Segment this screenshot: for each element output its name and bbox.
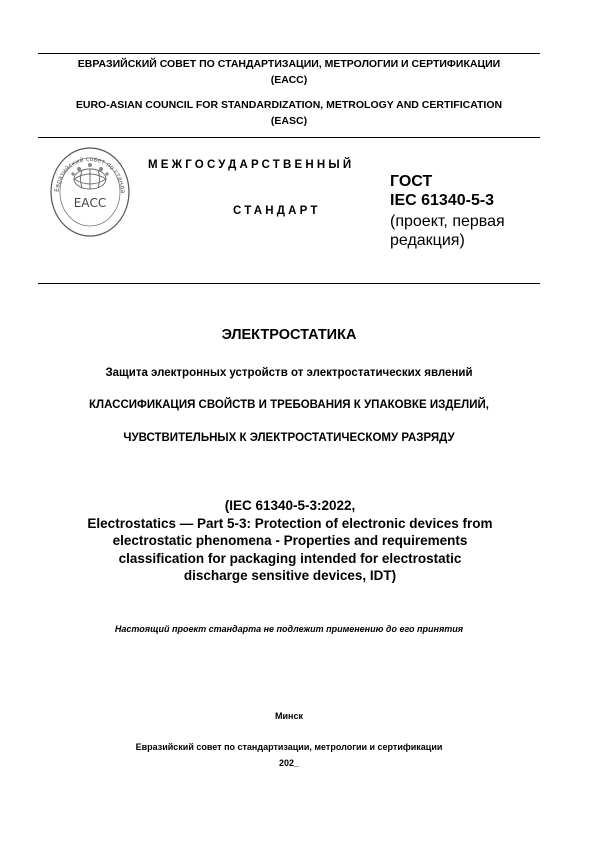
designation-prefix: ГОСТ bbox=[390, 173, 433, 190]
standard-kind-line2: СТАНДАРТ bbox=[233, 205, 321, 217]
draft-note: Настоящий проект стандарта не подлежит применению до его принятия bbox=[114, 624, 464, 634]
header-rule bbox=[38, 137, 540, 138]
seal-ring-caption: Евразийский совет по станда bbox=[53, 155, 127, 194]
classification-line1: КЛАССИФИКАЦИЯ СВОЙСТВ И ТРЕБОВАНИЯ К УПАКОВКЕ ИЗДЕЛИЙ, bbox=[89, 399, 489, 411]
council-name-ru bbox=[38, 56, 540, 88]
iec-reference-line2: Electrostatics — Part 5-3: Protection of electronic devices from bbox=[87, 515, 493, 531]
publication-city: Минск bbox=[275, 711, 303, 721]
iec-reference-line3: electrostatic phenomena - Properties and requirements bbox=[112, 533, 468, 548]
designation-number: IEC 61340-5-3 bbox=[390, 192, 495, 209]
title-block-rule bbox=[38, 283, 540, 284]
svg-text:Евразийский совет по стандарти bbox=[49, 146, 126, 194]
eass-seal-logo bbox=[49, 146, 131, 238]
classification-line2: ЧУВСТВИТЕЛЬНЫХ К ЭЛЕКТРОСТАТИЧЕСКОМУ РАЗРЯДУ bbox=[123, 432, 455, 444]
iec-reference-line4: classification for packaging intended for electrostatic bbox=[118, 550, 462, 566]
iec-reference bbox=[30, 497, 550, 585]
seal-ring-text bbox=[49, 146, 126, 194]
council-abbr-en: (EASC) bbox=[270, 115, 308, 127]
designation-status-line2: редакция) bbox=[390, 232, 465, 249]
council-name-en-line1: EURO-ASIAN COUNCIL FOR STANDARDIZATION, METROLOGY AND CERTIFICATION bbox=[75, 99, 503, 111]
standard-designation bbox=[390, 172, 505, 250]
designation-status-line1: (проект, первая bbox=[390, 213, 505, 230]
eass-seal-icon bbox=[49, 146, 131, 238]
iec-reference-line1: (IEC 61340-5-3:2022, bbox=[224, 498, 356, 513]
standard-kind-line1: МЕЖГОСУДАРСТВЕННЫЙ bbox=[148, 159, 355, 171]
publisher: Евразийский совет по стандартизации, метрологии и сертификации bbox=[135, 742, 443, 752]
council-header bbox=[38, 56, 540, 129]
iec-reference-line5: discharge sensitive devices, IDT) bbox=[183, 568, 397, 583]
seal-center-text: ЕАСС bbox=[73, 196, 107, 210]
document-subtitle: Защита электронных устройств от электростатических явлений bbox=[105, 367, 473, 379]
council-abbr-ru: (ЕАСС) bbox=[270, 74, 308, 86]
council-name-en bbox=[38, 97, 540, 129]
publication-year: 202_ bbox=[278, 758, 300, 768]
top-rule bbox=[38, 53, 540, 54]
council-name-ru-line1: ЕВРАЗИЙСКИЙ СОВЕТ ПО СТАНДАРТИЗАЦИИ, МЕТРОЛОГИИ И СЕРТИФИКАЦИИ bbox=[77, 58, 501, 70]
document-title: ЭЛЕКТРОСТАТИКА bbox=[221, 327, 357, 343]
